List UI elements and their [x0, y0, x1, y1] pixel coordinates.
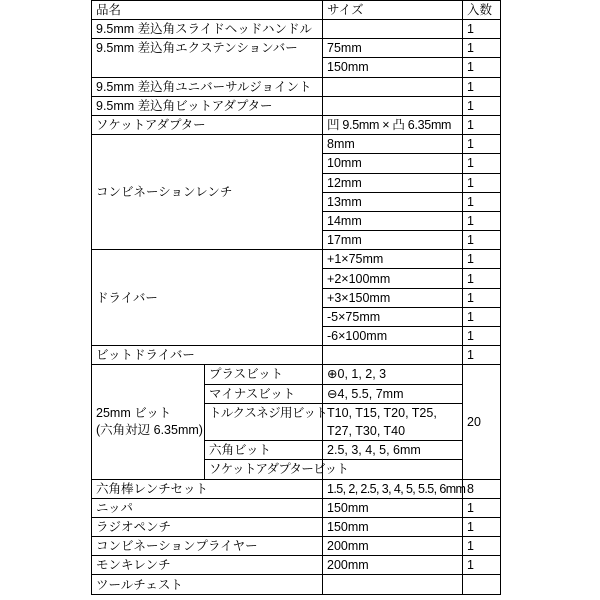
item-qty: 1 — [463, 307, 501, 326]
item-qty: 1 — [463, 192, 501, 211]
table-row — [92, 77, 501, 96]
table-row — [92, 498, 501, 517]
item-size: -5×75mm — [323, 307, 463, 326]
bits-name-line2: (六角対辺 6.35mm) — [96, 422, 203, 437]
item-size: +3×150mm — [323, 288, 463, 307]
bits-group-qty: 20 — [463, 365, 501, 479]
item-size: 8mm — [323, 135, 463, 154]
bit-subtype-name: ソケットアダプタービット — [205, 460, 323, 479]
bit-subtype-size: T10, T15, T20, T25, — [323, 403, 463, 422]
table-row — [92, 556, 501, 575]
item-size: 凹 9.5mm × 凸 6.35mm — [323, 115, 463, 134]
item-size: 150mm — [323, 517, 463, 536]
bits-name-line1: 25mm ビット — [96, 405, 172, 420]
item-qty: 1 — [463, 231, 501, 250]
item-name: ツールチェスト — [92, 575, 323, 594]
parts-list — [91, 0, 500, 600]
item-size: -6×100mm — [323, 327, 463, 346]
item-qty: 1 — [463, 115, 501, 134]
item-name: ドライバー — [92, 250, 323, 346]
item-name: コンビネーションレンチ — [92, 135, 323, 250]
item-qty: 1 — [463, 288, 501, 307]
bit-subtype-name: 六角ビット — [205, 441, 323, 460]
item-size — [323, 77, 463, 96]
table-row — [92, 575, 501, 594]
table-row — [92, 537, 501, 556]
item-qty: 1 — [463, 96, 501, 115]
item-qty: 1 — [463, 77, 501, 96]
item-qty: 1 — [463, 556, 501, 575]
bit-subtype-name: マイナスビット — [205, 384, 323, 403]
item-size: 150mm — [323, 498, 463, 517]
item-qty: 1 — [463, 517, 501, 536]
bit-subtype-size: T27, T30, T40 — [323, 422, 463, 441]
item-size: 200mm — [323, 537, 463, 556]
item-name: 9.5mm 差込角ビットアダプター — [92, 96, 323, 115]
table-row — [92, 479, 501, 498]
item-name: ビットドライバー — [92, 346, 323, 365]
table-row — [92, 346, 501, 365]
item-name: コンビネーションプライヤー — [92, 537, 323, 556]
item-qty: 1 — [463, 20, 501, 39]
bits-group-name — [92, 365, 205, 479]
table-row — [92, 96, 501, 115]
item-size — [323, 575, 463, 594]
table-row — [92, 135, 501, 154]
header-name: 品名 — [92, 1, 323, 20]
item-name: 9.5mm 差込角エクステンションバー — [92, 39, 323, 77]
bit-subtype-size: ⊕0, 1, 2, 3 — [323, 365, 463, 384]
item-qty: 1 — [463, 135, 501, 154]
item-name: 9.5mm 差込角スライドヘッドハンドル — [92, 20, 323, 39]
item-size: 1.5, 2, 2.5, 3, 4, 5, 5.5, 6mm — [323, 479, 463, 498]
table-row — [92, 39, 501, 58]
header-size: サイズ — [323, 1, 463, 20]
item-size: 14mm — [323, 211, 463, 230]
item-qty: 1 — [463, 154, 501, 173]
item-size: 17mm — [323, 231, 463, 250]
item-qty: 8 — [463, 479, 501, 498]
table-header-row — [92, 1, 501, 20]
item-name: モンキレンチ — [92, 556, 323, 575]
table-row — [92, 250, 501, 269]
table-row — [92, 517, 501, 536]
bit-subtype-name: トルクスネジ用ビット — [205, 403, 323, 440]
item-qty: 1 — [463, 498, 501, 517]
bit-subtype-name: プラスビット — [205, 365, 323, 384]
item-qty: 1 — [463, 269, 501, 288]
item-size: 10mm — [323, 154, 463, 173]
item-size: 13mm — [323, 192, 463, 211]
header-qty: 入数 — [463, 1, 501, 20]
item-size — [323, 346, 463, 365]
item-name: ラジオペンチ — [92, 517, 323, 536]
item-size: 75mm — [323, 39, 463, 58]
item-qty: 1 — [463, 39, 501, 58]
bit-subtype-size: ⊖4, 5.5, 7mm — [323, 384, 463, 403]
item-name: ニッパ — [92, 498, 323, 517]
item-qty: 1 — [463, 250, 501, 269]
item-qty: 1 — [463, 537, 501, 556]
item-size — [323, 20, 463, 39]
item-qty: 1 — [463, 173, 501, 192]
item-name: 六角棒レンチセット — [92, 479, 323, 498]
item-qty: 1 — [463, 58, 501, 77]
item-qty: 1 — [463, 346, 501, 365]
item-size: 12mm — [323, 173, 463, 192]
item-qty: 1 — [463, 211, 501, 230]
item-name: ソケットアダプター — [92, 115, 323, 134]
table-row — [92, 365, 501, 384]
item-name: 9.5mm 差込角ユニバーサルジョイント — [92, 77, 323, 96]
item-size: +2×100mm — [323, 269, 463, 288]
item-qty: 1 — [463, 327, 501, 346]
item-qty — [463, 575, 501, 594]
item-size: 200mm — [323, 556, 463, 575]
table-row — [92, 20, 501, 39]
table-row — [92, 115, 501, 134]
item-size: +1×75mm — [323, 250, 463, 269]
item-size: 150mm — [323, 58, 463, 77]
item-size — [323, 96, 463, 115]
bit-subtype-size: 2.5, 3, 4, 5, 6mm — [323, 441, 463, 460]
parts-table — [91, 0, 501, 595]
